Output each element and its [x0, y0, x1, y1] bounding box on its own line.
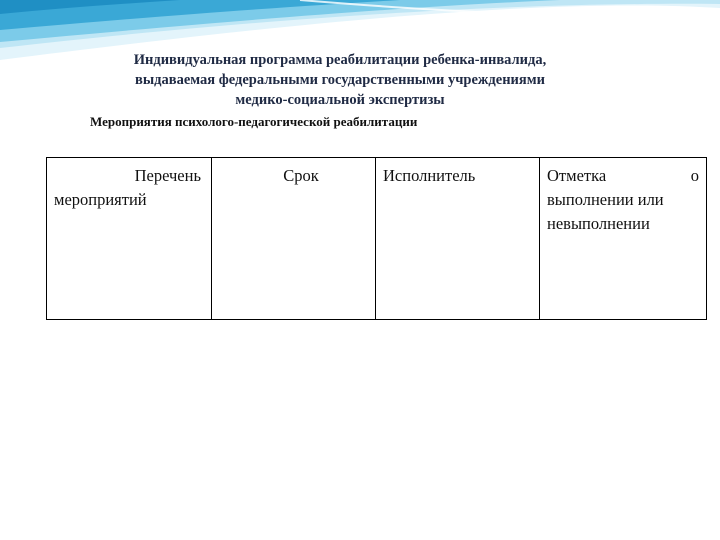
- title-line-3: медико-социальной экспертизы: [235, 92, 445, 108]
- column-header-term-label: Срок: [283, 166, 319, 185]
- column-header-completion-mark: [540, 158, 707, 320]
- mark-word-1: Отметка: [547, 166, 607, 185]
- column-header-executor: [376, 158, 540, 320]
- column-header-mark-line2: выполнении или: [547, 190, 664, 209]
- column-header-executor-label: Исполнитель: [383, 166, 476, 185]
- activities-table: [46, 157, 707, 320]
- document-title: [60, 50, 620, 110]
- column-header-activities-line1: Перечень: [134, 166, 201, 185]
- column-header-mark-line3: невыполнении: [547, 214, 650, 233]
- title-line-2: выдаваемая федеральными государственными учреждениями: [135, 72, 545, 88]
- column-header-activities-line2: мероприятий: [54, 190, 147, 209]
- mark-word-2: о: [690, 166, 699, 185]
- title-line-1: Индивидуальная программа реабилитации ребенка-инвалида,: [133, 52, 547, 68]
- section-subtitle: Мероприятия психолого-педагогической реабилитации: [90, 114, 418, 129]
- column-header-term: [212, 158, 376, 320]
- column-header-activities: [47, 158, 212, 320]
- column-header-mark-line1: [547, 164, 699, 188]
- table-header-row: [47, 158, 707, 320]
